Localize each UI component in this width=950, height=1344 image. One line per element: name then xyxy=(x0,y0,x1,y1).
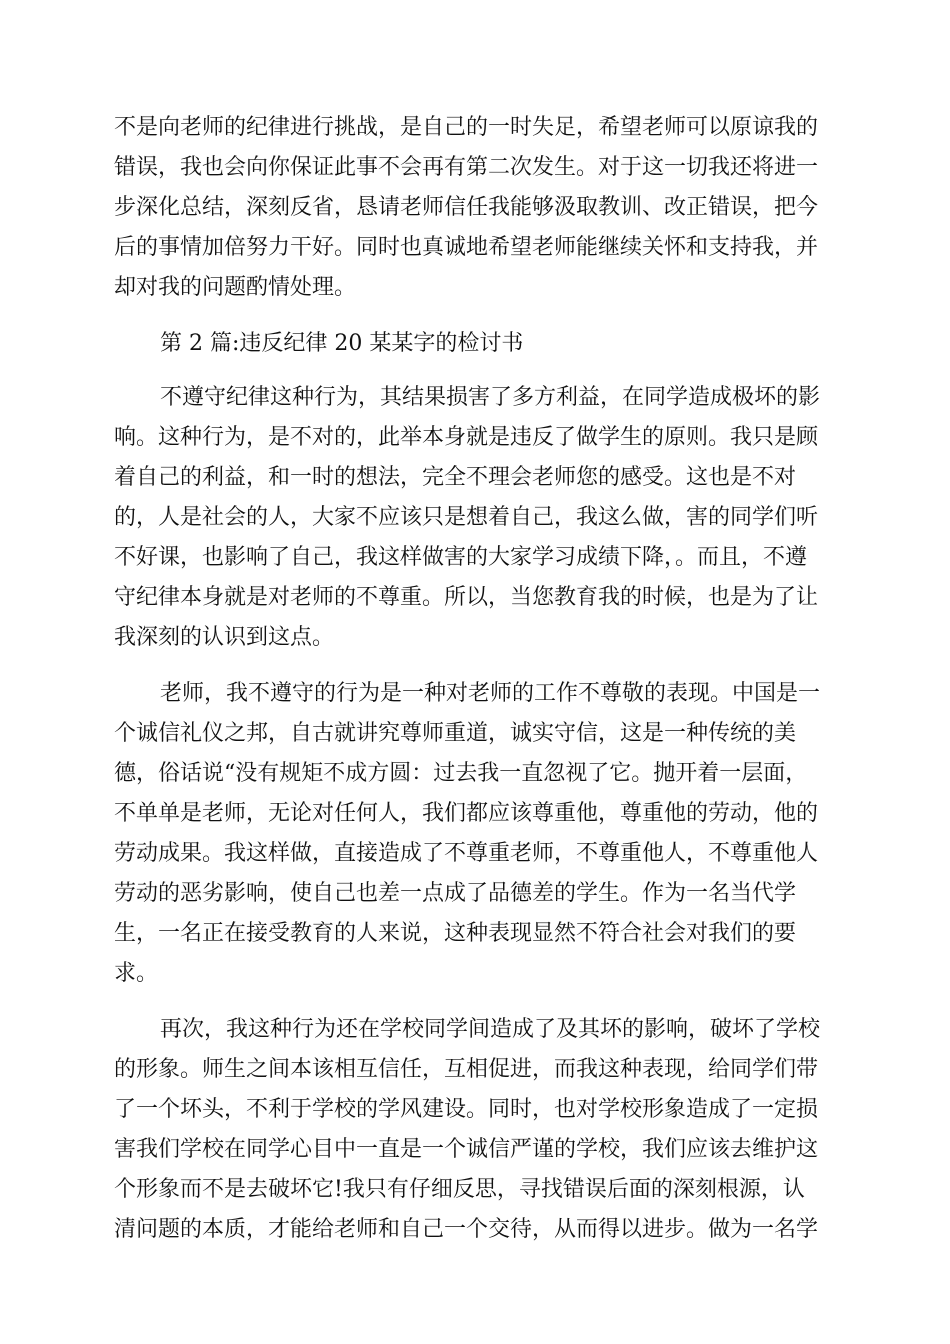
text-line: 错误，我也会向你保证此事不会再有第二次发生。对于这一切我还将进一 xyxy=(114,155,819,180)
paragraph xyxy=(114,108,834,308)
text-line: 老师，我不遵守的行为是一种对老师的工作不尊敬的表现。中国是一 xyxy=(160,681,821,706)
section-heading xyxy=(114,324,834,364)
text-line: 我深刻的认识到这点。 xyxy=(114,625,335,650)
text-line: 个形象而不是去破坏它!我只有仔细反思，寻找错误后面的深刻根源，认 xyxy=(114,1177,805,1202)
text-line: 守纪律本身就是对老师的不尊重。所以，当您教育我的时候，也是为了让 xyxy=(114,585,819,610)
paragraph xyxy=(114,674,834,994)
text-line: 响。这种行为，是不对的，此举本身就是违反了做学生的原则。我只是顾 xyxy=(114,425,819,450)
text-line: 劳动成果。我这样做，直接造成了不尊重老师，不尊重他人，不尊重他人 xyxy=(114,841,819,866)
text-line: 求。 xyxy=(114,961,159,986)
text-line: 不是向老师的纪律进行挑战，是自己的一时失足，希望老师可以原谅我的 xyxy=(114,115,819,140)
text-line: 生，一名正在接受教育的人来说，这种表现显然不符合社会对我们的要 xyxy=(114,921,797,946)
text-line: 的形象。师生之间本该相互信任，互相促进，而我这种表现，给同学们带 xyxy=(114,1057,819,1082)
text-line: 德，俗话说“没有规矩不成方圆：过去我一直忽视了它。抛开着一层面， xyxy=(114,761,808,786)
text-line: 不遵守纪律这种行为，其结果损害了多方利益，在同学造成极坏的影 xyxy=(160,385,821,410)
text-line: 再次，我这种行为还在学校同学间造成了及其坏的影响，破坏了学校 xyxy=(160,1017,821,1042)
text-line: 步深化总结，深刻反省，恳请老师信任我能够汲取教训、改正错误，把今 xyxy=(114,195,819,220)
text-line: 个诚信礼仪之邦，自古就讲究尊师重道，诚实守信，这是一种传统的美 xyxy=(114,721,797,746)
paragraph xyxy=(114,378,834,658)
text-line: 劳动的恶劣影响，使自己也差一点成了品德差的学生。作为一名当代学 xyxy=(114,881,797,906)
text-line: 却对我的问题酌情处理。 xyxy=(114,275,357,300)
text-line: 害我们学校在同学心目中一直是一个诚信严谨的学校，我们应该去维护这 xyxy=(114,1137,819,1162)
paragraph xyxy=(114,1010,834,1250)
text-line: 了一个坏头，不利于学校的学风建设。同时，也对学校形象造成了一定损 xyxy=(114,1097,819,1122)
heading-text: 第 2 篇:违反纪律 20 某某字的检讨书 xyxy=(160,331,524,356)
text-line: 清问题的本质，才能给老师和自己一个交待，从而得以进步。做为一名学 xyxy=(114,1217,819,1242)
text-line: 后的事情加倍努力干好。同时也真诚地希望老师能继续关怀和支持我，并 xyxy=(114,235,819,260)
document-body xyxy=(114,108,834,1266)
text-line: 不好课，也影响了自己，我这样做害的大家学习成绩下降，。而且，不遵 xyxy=(114,545,808,570)
text-line: 不单单是老师，无论对任何人，我们都应该尊重他，尊重他的劳动，他的 xyxy=(114,801,819,826)
text-line: 的，人是社会的人，大家不应该只是想着自己，我这么做，害的同学们听 xyxy=(114,505,819,530)
text-line: 着自己的利益，和一时的想法，完全不理会老师您的感受。这也是不对 xyxy=(114,465,797,490)
